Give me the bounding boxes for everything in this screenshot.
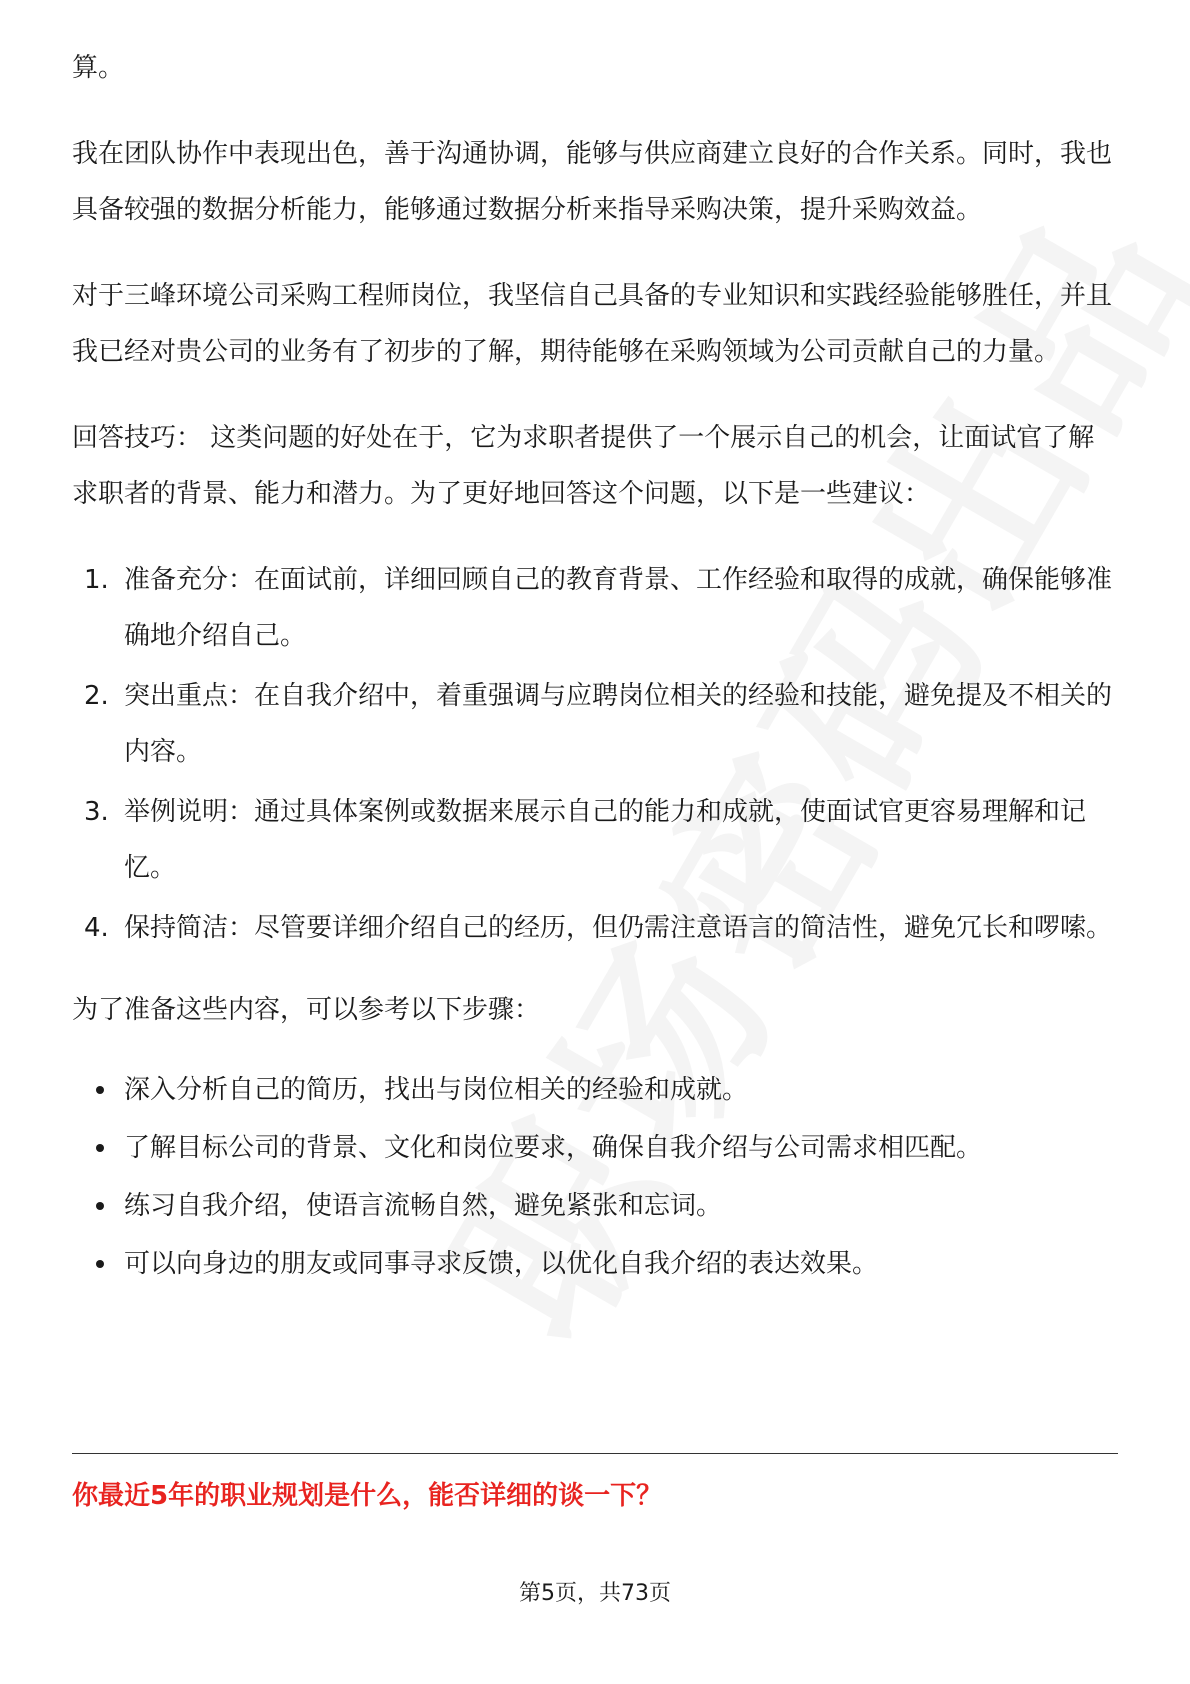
paragraph-answer-tips: 回答技巧： 这类问题的好处在于，它为求职者提供了一个展示自己的机会，让面试官了解求职者的背景、能力和潜力。为了更好地回答这个问题，以下是一些建议： xyxy=(72,423,1095,509)
list-item-number: 2. xyxy=(84,681,109,711)
list-item-text: 准备充分：在面试前，详细回顾自己的教育背景、工作经验和取得的成就，确保能够准确地介绍自己。 xyxy=(124,565,1113,651)
list-item xyxy=(72,1178,1118,1234)
list-item-text: 练习自我介绍，使语言流畅自然，避免紧张和忘词。 xyxy=(124,1191,723,1221)
list-item xyxy=(72,900,1118,956)
list-item-number: 3. xyxy=(84,797,109,827)
list-item-text: 深入分析自己的简历，找出与岗位相关的经验和成就。 xyxy=(124,1075,749,1105)
list-item-number: 4. xyxy=(84,913,109,943)
list-item-text: 了解目标公司的背景、文化和岗位要求，确保自我介绍与公司需求相匹配。 xyxy=(124,1133,983,1163)
list-item-text: 举例说明：通过具体案例或数据来展示自己的能力和成就，使面试官更容易理解和记忆。 xyxy=(124,797,1087,883)
tips-list xyxy=(72,552,1118,956)
paragraph-teamwork: 我在团队协作中表现出色，善于沟通协调，能够与供应商建立良好的合作关系。同时，我也具备较强的数据分析能力，能够通过数据分析来指导采购决策，提升采购效益。 xyxy=(72,139,1113,225)
list-item xyxy=(72,784,1118,896)
list-item xyxy=(72,1120,1118,1176)
list-item xyxy=(72,1062,1118,1118)
page-number: 第5页，共73页 xyxy=(519,1581,671,1606)
page-content xyxy=(72,40,1118,1294)
list-item-text: 突出重点：在自我介绍中，着重强调与应聘岗位相关的经验和技能，避免提及不相关的内容。 xyxy=(124,681,1113,767)
next-question-heading: 你最近5年的职业规划是什么，能否详细的谈一下？ xyxy=(72,1481,663,1511)
list-item-number: 1. xyxy=(84,565,109,595)
paragraph-conclusion: 对于三峰环境公司采购工程师岗位，我坚信自己具备的专业知识和实践经验能够胜任，并且我已经对贵公司的业务有了初步的了解，期待能够在采购领域为公司贡献自己的力量。 xyxy=(72,281,1113,367)
paragraph-continuation: 算。 xyxy=(72,53,125,83)
section-divider xyxy=(72,1453,1118,1454)
list-item xyxy=(72,1236,1118,1292)
paragraph-steps-intro: 为了准备这些内容，可以参考以下步骤： xyxy=(72,995,541,1025)
bullet-icon xyxy=(96,1086,104,1094)
list-item-text: 可以向身边的朋友或同事寻求反馈，以优化自我介绍的表达效果。 xyxy=(124,1249,879,1279)
list-item-text: 保持简洁：尽管要详细介绍自己的经历，但仍需注意语言的简洁性，避免冗长和啰嗦。 xyxy=(124,913,1113,943)
list-item xyxy=(72,668,1118,780)
steps-list xyxy=(72,1062,1118,1292)
list-item xyxy=(72,552,1118,664)
bullet-icon xyxy=(96,1260,104,1268)
bullet-icon xyxy=(96,1144,104,1152)
bullet-icon xyxy=(96,1202,104,1210)
